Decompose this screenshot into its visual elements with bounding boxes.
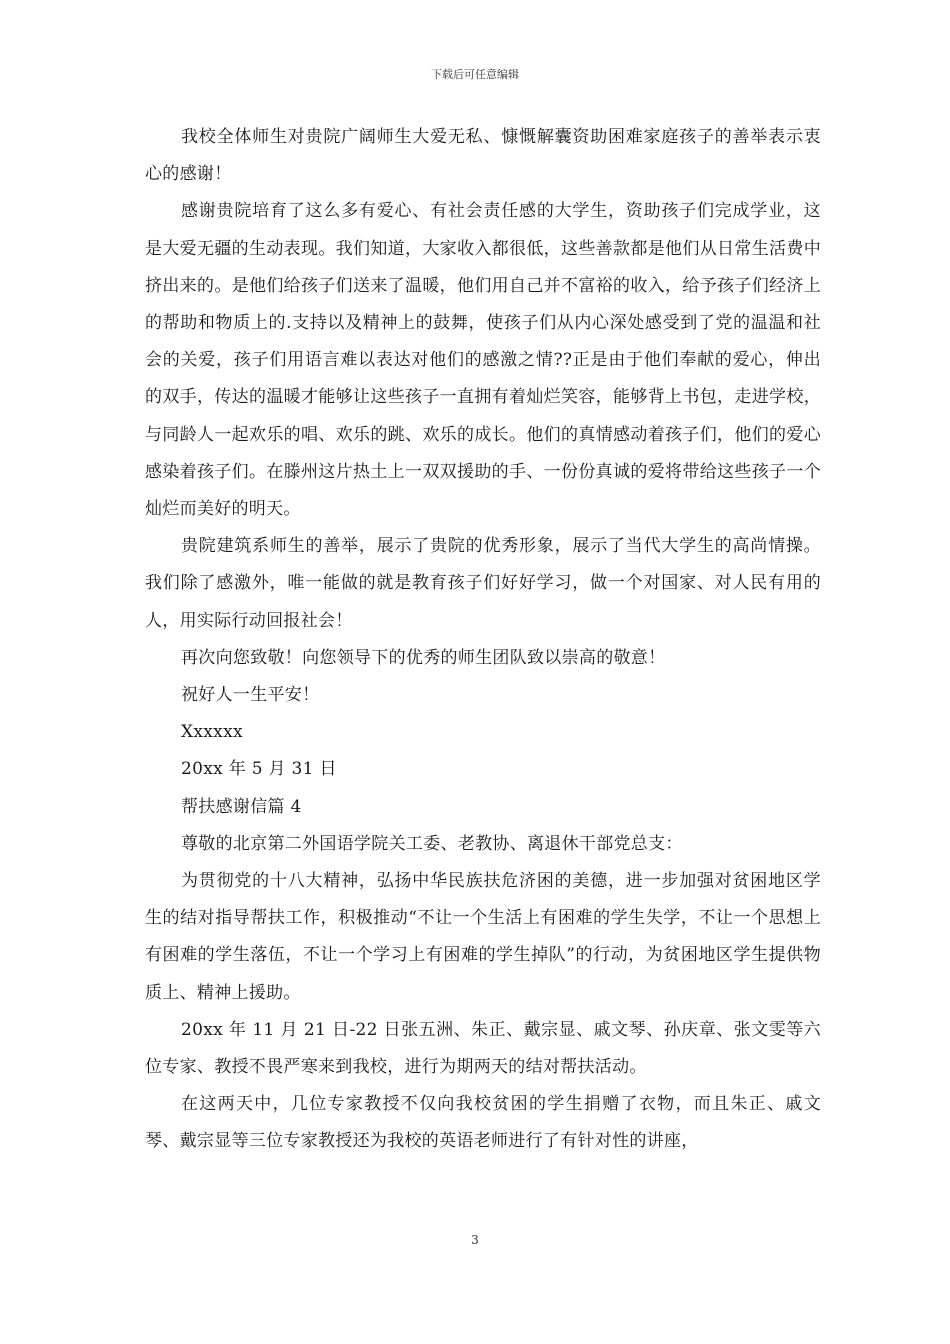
page-header: 下载后可任意编辑 [431, 68, 519, 81]
paragraph-thanks-intro: 我校全体师生对贵院广阔师生大爱无私、慷慨解囊资助困难家庭孩子的善举表示衷心的感谢！ [145, 127, 821, 185]
page-number: 3 [471, 1233, 479, 1247]
paragraph-gratitude-body: 感谢贵院培育了这么多有爱心、有社会责任感的大学生，资助孩子们完成学业，这是大爱无疆的生动表现。我们知道，大家收入都很低，这些善款都是他们从日常生活费中挤出来的。是他们给孩子们送来了温暖，他们用自己并不富裕的收入，给予孩子们经济上的帮助和物质上的.支持以及精神上的鼓舞，使孩子们从内心深处感受到了党的温温和社会的关爱，孩子们用语言难以表达对他们的感激之情??正是由于他们奉献的爱心，伸出的双手，传达的温暖才能够让这些孩子一直拥有着灿烂笑容，能够背上书包，走进学校，与同龄人一起欢乐的唱、欢乐的跳、欢乐的成长。他们的真情感动着孩子们，他们的爱心感染着孩子们。在滕州这片热土上一双双援助的手、一份份真诚的爱将带给这些孩子一个灿烂而美好的明天。 [145, 201, 821, 520]
signature-name: Xxxxxx [181, 722, 243, 743]
letter-salutation: 尊敬的北京第二外国语学院关工委、老教协、离退休干部党总支： [181, 833, 683, 854]
paragraph-praise: 贵院建筑系师生的善举，展示了贵院的优秀形象，展示了当代大学生的高尚情操。我们除了感激外，唯一能做的就是教育孩子们好好学习，做一个对国家、对人民有用的人，用实际行动回报社会！ [145, 536, 821, 631]
paragraph-purpose: 为贯彻党的十八大精神，弘扬中华民族扶危济困的美德，进一步加强对贫困地区学生的结对指导帮扶工作，积极推动“不让一个生活上有困难的学生失学，不让一个思想上有困难的学生落伍，不让一个学习上有困难的学生掉队”的行动，为贫困地区学生提供物质上、精神上援助。 [145, 871, 821, 1003]
paragraph-salute: 再次向您致敬！向您领导下的优秀的师生团队致以崇高的敬意！ [181, 647, 666, 668]
paragraph-visit: 20xx 年 11 月 21 日-22 日张五洲、朱正、戴宗显、戚文琴、孙庆章、张文雯等六位专家、教授不畏严寒来到我校，进行为期两天的结对帮扶活动。 [145, 1019, 821, 1078]
document-body [145, 119, 821, 1161]
paragraph-activities: 在这两天中，几位专家教授不仅向我校贫困的学生捐赠了衣物，而且朱正、戚文琴、戴宗显等三位专家教授还为我校的英语老师进行了有针对性的讲座， [145, 1094, 821, 1152]
section-title: 帮扶感谢信篇 4 [181, 796, 302, 817]
signature-date: 20xx 年 5 月 31 日 [181, 759, 337, 780]
paragraph-blessing: 祝好人一生平安！ [181, 685, 320, 706]
